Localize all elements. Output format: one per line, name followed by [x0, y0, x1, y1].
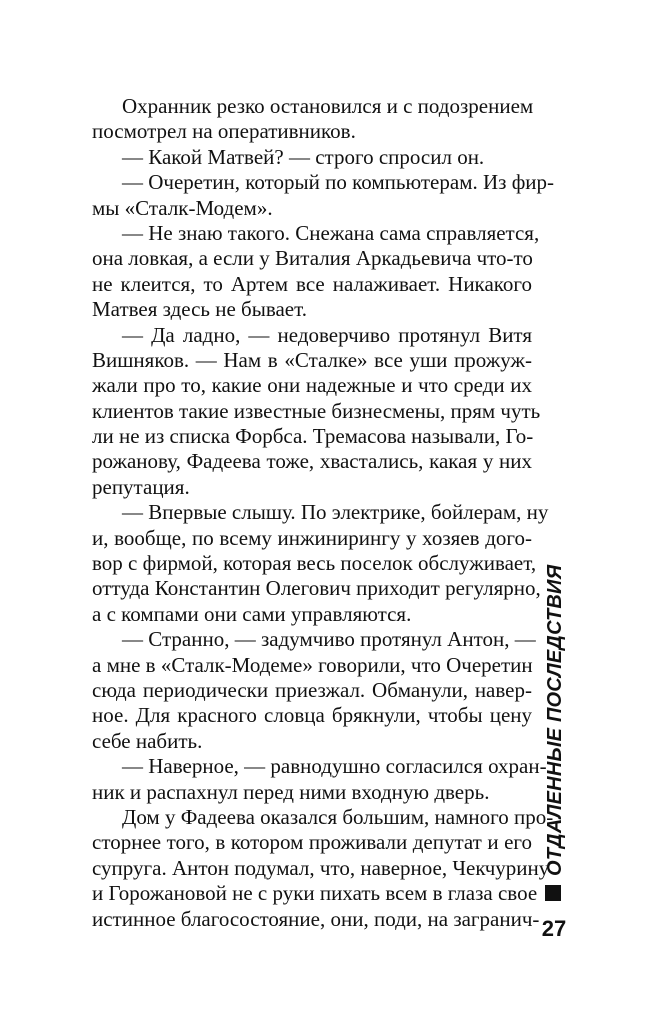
text-line: — Странно, — задумчиво протянул Антон, —: [122, 627, 536, 652]
text-line: клиентов такие известные бизнесмены, прям чуть: [92, 398, 541, 423]
text-line: — Какой Матвей? — строго спросил он.: [122, 144, 485, 169]
text-line: супруга. Антон подумал, что, наверное, Чекчурину: [92, 855, 550, 880]
text-line: а с компами они сами управляются.: [92, 601, 412, 626]
text-line: оттуда Константин Олегович приходит регулярно,: [92, 576, 541, 601]
text-line: Вишняков. — Нам в «Сталке» все уши прожуж-: [92, 347, 532, 372]
text-line: ник и распахнул перед ними входную дверь.: [92, 779, 490, 804]
text-line: сторнее того, в котором проживали депутат и его: [92, 830, 532, 855]
text-line: рожанову, Фадеева тоже, хвастались, какая у них: [92, 449, 532, 474]
text-line: и, вообще, по всему инжинирингу у хозяев дого-: [92, 525, 532, 550]
text-line: Дом у Фадеева оказался большим, намного про-: [122, 804, 554, 829]
text-line: истинное благосостояние, они, поди, на загранич-: [92, 906, 540, 931]
text-line: Охранник резко остановился и с подозрением: [122, 94, 534, 118]
text-line: ное. Для красного словца брякнули, чтобы цену: [92, 703, 532, 728]
text-line: вор с фирмой, которая весь поселок обслуживает,: [92, 551, 537, 576]
text-line: посмотрел на оперативников.: [92, 119, 356, 144]
text-line: Матвея здесь не бывает.: [92, 297, 307, 322]
text-line: — Очеретин, который по компьютерам. Из фир-: [122, 170, 555, 195]
square-marker-icon: [545, 885, 561, 901]
running-head: ОТДАЛЕННЫЕ ПОСЛЕДСТВИЯ: [544, 564, 566, 876]
text-line: она ловкая, а если у Виталия Аркадьевича что-то: [92, 246, 533, 271]
text-line: жали про то, какие они надежные и что среди их: [92, 373, 532, 398]
text-line: — Наверное, — равнодушно согласился охран-: [122, 754, 547, 779]
text-line: ли не из списка Форбса. Тремасова называли, Го-: [92, 424, 534, 449]
text-line: сюда периодически приезжал. Обманули, навер-: [92, 677, 532, 702]
text-line: себе набить.: [92, 728, 203, 753]
page-number: 27: [541, 916, 567, 941]
text-line: не клеится, то Артем все налаживает. Никакого: [92, 271, 532, 296]
text-line: — Не знаю такого. Снежана сама справляется,: [122, 220, 540, 245]
text-line: мы «Сталк-Модем».: [92, 195, 273, 220]
text-line: и Горожановой не с руки пихать всем в глаза свое: [92, 881, 538, 906]
text-line: — Впервые слышу. По электрике, бойлерам, ну: [122, 500, 549, 525]
text-line: репутация.: [92, 474, 190, 499]
text-line: — Да ладно, — недоверчиво протянул Витя: [122, 322, 532, 347]
text-line: а мне в «Сталк-Модеме» говорили, что Очеретин: [92, 652, 533, 677]
